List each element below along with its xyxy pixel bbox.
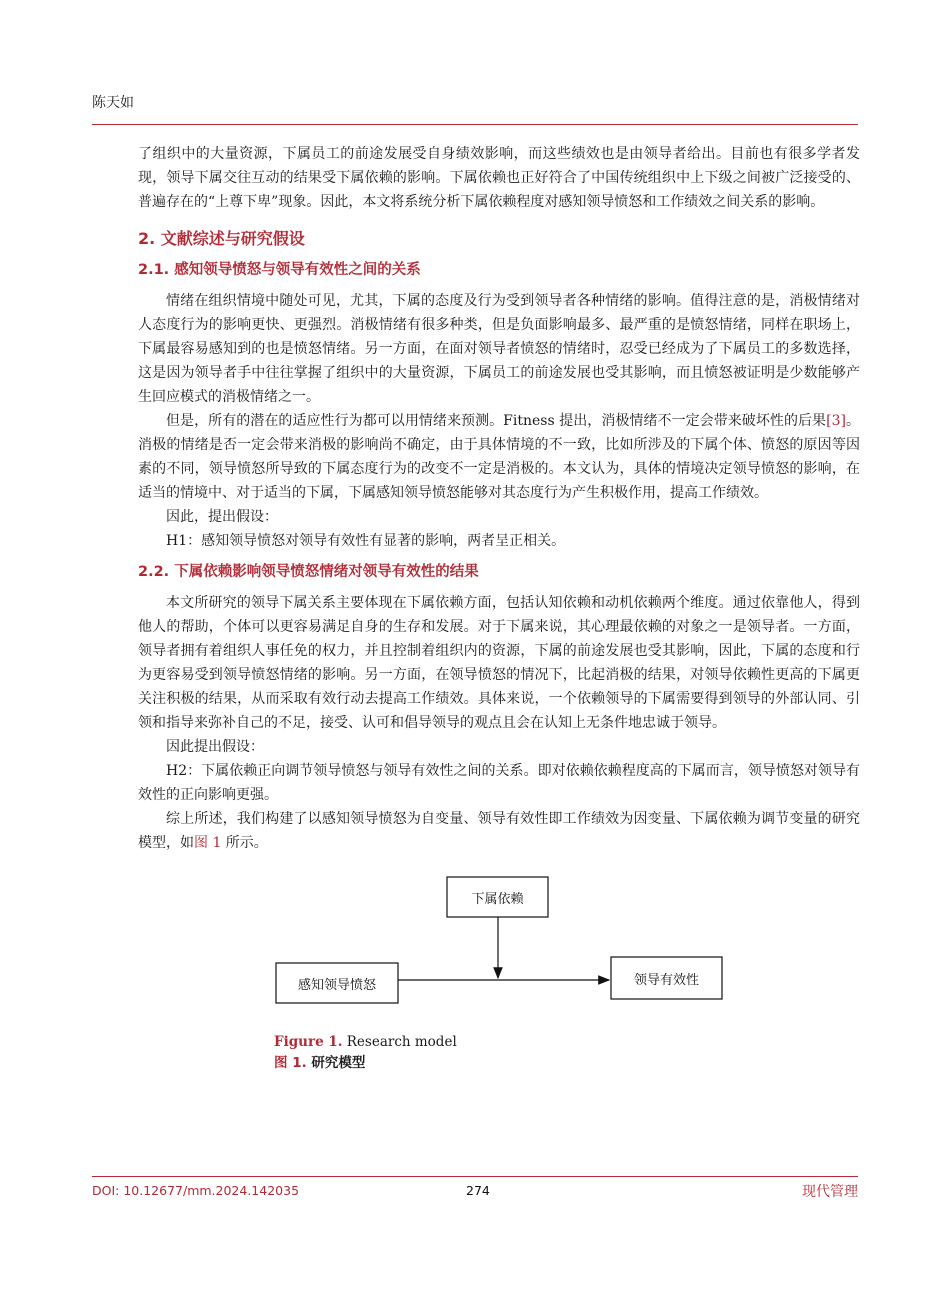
figure-caption-chinese	[274, 1051, 365, 1071]
dependent-variable-label: 领导有效性	[633, 973, 699, 988]
section-2-1-paragraph-3: 因此，提出假设：	[166, 509, 278, 525]
figure-label-chinese: 图 1.	[274, 1055, 307, 1071]
section-2-2-title: 2.2. 下属依赖影响领导愤怒情绪对领导有效性的结果	[138, 564, 479, 580]
section-2-2-paragraph-2: 因此提出假设：	[166, 739, 264, 755]
header-author: 陈天如	[92, 95, 134, 111]
hypothesis-h1: H1：感知领导愤怒对领导有效性有显著的影响，两者呈正相关。	[166, 533, 566, 549]
paragraph-text: 综上所述，我们构建了以感知领导愤怒为自变量、领导有效性即工作绩效为因变量、下属依赖为调节变量的研究模型，如	[138, 811, 860, 851]
footer-journal-name: 现代管理	[802, 1184, 858, 1200]
footer-divider	[92, 1176, 858, 1177]
section-2-2-paragraph-1: 本文所研究的领导下属关系主要体现在下属依赖方面，包括认知依赖和动机依赖两个维度。通过依靠他人，得到他人的帮助，个体可以更容易满足自身的生存和发展。对于下属来说，其心理最依赖的对象之一是领导者。一方面，领导者拥有着组织人事任免的权力，并且控制着组织内的资源，下属的前途发展也受其影响，因此，下属的态度和行为更容易受到领导愤怒情绪的影响。另一方面，在领导愤怒的情况下，比起消极的结果，对领导依赖性更高的下属更关注积极的结果，从而采取有效行动去提高工作绩效。具体来说，一个依赖领导的下属需要得到领导的外部认同、引领和指导来弥补自己的不足，接受、认可和倡导领导的观点且会在认知上无条件地忠诚于领导。	[138, 595, 860, 731]
figure-caption-english	[274, 1034, 457, 1050]
section-2-1-paragraph-1: 情绪在组织情境中随处可见，尤其，下属的态度及行为受到领导者各种情绪的影响。值得注意的是，消极情绪对人态度行为的影响更快、更强烈。消极情绪有很多种类，但是负面影响最多、最严重的是愤怒情绪，同样在职场上，下属最容易感知到的也是愤怒情绪。另一方面，在面对领导者愤怒的情绪时，忍受已经成为了下属员工的多数选择，这是因为领导者手中往往掌握了组织中的大量资源，下属员工的前途发展也受其影响，而且愤怒被证明是少数能够产生回应模式的消极情绪之一。	[138, 293, 860, 405]
hypothesis-h2: H2：下属依赖正向调节领导愤怒与领导有效性之间的关系。即对依赖依赖程度高的下属而言，领导愤怒对领导有效性的正向影响更强。	[138, 763, 860, 803]
footer-page-number: 274	[466, 1183, 490, 1198]
paragraph-text: 所示。	[221, 835, 268, 851]
research-model-figure	[138, 869, 860, 1079]
section-2-1-paragraph-2	[138, 409, 860, 505]
intro-paragraph: 了组织中的大量资源，下属员工的前途发展受自身绩效影响，而这些绩效也是由领导者给出。目前也有很多学者发现，领导下属交往互动的结果受下属依赖的影响。下属依赖也正好符合了中国传统组织中上下级之间被广泛接受的、普遍存在的“上尊下卑”现象。因此，本文将系统分析下属依赖程度对感知领导愤怒和工作绩效之间关系的影响。	[138, 146, 860, 210]
figure-caption-english-text: Research model	[342, 1034, 457, 1050]
independent-variable-label: 感知领导愤怒	[297, 978, 376, 993]
figure-caption-chinese-text: 研究模型	[306, 1055, 366, 1071]
citation-link[interactable]: [3]	[826, 413, 846, 429]
article-body	[138, 142, 860, 1079]
section-2-2-paragraph-3	[138, 807, 860, 855]
paragraph-text: 。消极的情绪是否一定会带来消极的影响尚不确定，由于具体情境的不一致，比如所涉及的下属个体、愤怒的原因等因素的不同，领导愤怒所导致的下属态度行为的改变不一定是消极的。本文认为，具体的情境决定领导愤怒的影响，在适当的情境中、对于适当的下属，下属感知领导愤怒能够对其态度行为产生积极作用，提高工作绩效。	[138, 413, 861, 501]
moderator-label: 下属依赖	[471, 892, 524, 907]
section-2-title: 2. 文献综述与研究假设	[138, 229, 305, 248]
section-2-1-title: 2.1. 感知领导愤怒与领导有效性之间的关系	[138, 262, 421, 278]
figure-reference-link[interactable]: 图 1	[194, 835, 222, 851]
footer-doi-link[interactable]: DOI: 10.12677/mm.2024.142035	[92, 1183, 300, 1198]
header-divider	[92, 124, 858, 125]
figure-label-english: Figure 1.	[274, 1034, 343, 1050]
paragraph-text: 但是，所有的潜在的适应性行为都可以用情绪来预测。Fitness 提出，消极情绪不一定会带来破坏性的后果	[166, 413, 827, 429]
